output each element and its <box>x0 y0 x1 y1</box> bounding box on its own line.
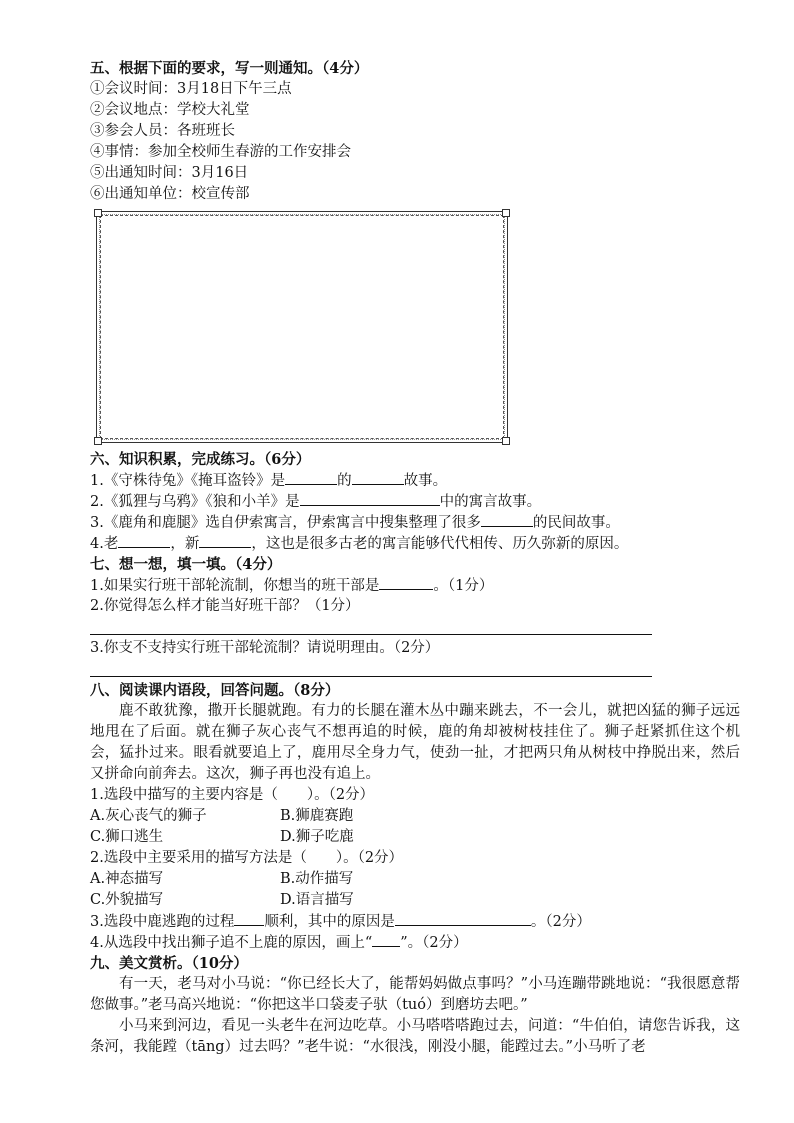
question-text: 。（1分） <box>433 578 494 594</box>
notice-item-2: ②会议地点：学校大礼堂 <box>90 102 250 118</box>
option-c[interactable]: C.外貌描写 <box>90 892 164 908</box>
question-6-1 <box>90 470 740 491</box>
question-8-1: 1.选段中描写的主要内容是（ ）。（2分） <box>90 787 375 803</box>
options-row <box>90 827 740 848</box>
notice-box-dotted-border <box>99 214 505 440</box>
notice-item-3: ③参会人员：各班班长 <box>90 123 235 139</box>
question-text: 《掩耳盗铃》是 <box>190 473 286 489</box>
question-7-2: 2.你觉得怎么样才能当好班干部？（1分） <box>90 598 360 614</box>
question-8-3 <box>90 911 740 932</box>
question-7-1 <box>90 575 740 596</box>
question-text: ，新 <box>170 536 200 552</box>
answer-blank[interactable] <box>118 533 170 548</box>
answer-rule <box>90 676 652 677</box>
question-7-3: 3.你支不支持实行班干部轮流制？请说明理由。（2分） <box>90 640 440 656</box>
answer-blank[interactable] <box>199 533 251 548</box>
option-a[interactable]: A.神态描写 <box>90 871 164 887</box>
answer-blank[interactable] <box>285 470 337 485</box>
question-text: 中的寓言故事。 <box>439 494 542 510</box>
question-6-2 <box>90 491 740 512</box>
notice-writing-box[interactable] <box>96 211 508 443</box>
question-text: 3.《鹿角和鹿腿》选自伊索寓言，伊索寓言中搜集整理了很多 <box>90 515 481 531</box>
options-row <box>90 890 740 911</box>
options-row <box>90 869 740 890</box>
answer-blank[interactable] <box>481 512 533 527</box>
question-text: 的 <box>337 473 352 489</box>
answer-rule <box>90 634 652 635</box>
option-c[interactable]: C.狮口逃生 <box>90 829 164 845</box>
frame-corner-icon <box>94 209 102 217</box>
question-6-3 <box>90 512 740 533</box>
section-8-title: 八、阅读课内语段，回答问题。（8分） <box>90 682 340 699</box>
question-text: 顺利，其中的原因是 <box>264 914 395 930</box>
frame-corner-icon <box>502 209 510 217</box>
notice-item-5: ⑤出通知时间：3月16日 <box>90 165 249 181</box>
option-d[interactable]: D.狮子吃鹿 <box>280 829 354 845</box>
answer-blank[interactable] <box>395 911 531 926</box>
answer-blank[interactable] <box>300 491 440 506</box>
worksheet-page <box>90 58 740 1058</box>
section-9-title: 九、美文赏析。（10分） <box>90 955 248 972</box>
question-text: 《狼和小羊》是 <box>205 494 300 510</box>
frame-corner-icon <box>94 437 102 445</box>
question-8-4 <box>90 932 740 953</box>
question-text: ，这也是很多古老的寓言能够代代相传、历久弥新的原因。 <box>251 536 629 552</box>
question-text: 。（2分） <box>530 914 591 930</box>
option-a[interactable]: A.灰心丧气的狮子 <box>90 808 207 824</box>
frame-corner-icon <box>502 437 510 445</box>
question-text: 4.从选段中找出狮子追不上鹿的原因，画上“ <box>90 935 373 951</box>
answer-blank[interactable] <box>352 470 404 485</box>
notice-item-6: ⑥出通知单位：校宣传部 <box>90 186 250 202</box>
answer-blank[interactable] <box>234 911 264 926</box>
section-6-title: 六、知识积累，完成练习。（6分） <box>90 451 311 468</box>
essay-paragraph-2: 小马来到河边，看见一头老牛在河边吃草。小马嗒嗒嗒跑过去，问道：“牛伯伯，请您告诉我，这条河，我能蹚（tāng）过去吗？”老牛说：“水很浅，刚没小腿，能蹚过去。”小马听了老 <box>90 1018 740 1055</box>
question-text: 1.《守株待兔》 <box>90 473 191 489</box>
option-b[interactable]: B.狮鹿赛跑 <box>280 808 354 824</box>
option-d[interactable]: D.语言描写 <box>280 892 354 908</box>
question-text: 3.选段中鹿逃跑的过程 <box>90 914 235 930</box>
question-8-2: 2.选段中主要采用的描写方法是（ ）。（2分） <box>90 850 404 866</box>
answer-line[interactable] <box>90 659 740 680</box>
underline-sample <box>372 932 400 947</box>
question-text: 4.老 <box>90 536 119 552</box>
question-text: 1.如果实行班干部轮流制，你想当的班干部是 <box>90 578 380 594</box>
answer-blank[interactable] <box>379 575 433 590</box>
question-text: 故事。 <box>403 473 448 489</box>
question-text: ”。（2分） <box>400 935 468 951</box>
section-5-title: 五、根据下面的要求，写一则通知。（4分） <box>90 60 369 77</box>
answer-line[interactable] <box>90 617 740 638</box>
notice-item-1: ①会议时间：3月18日下午三点 <box>90 81 292 97</box>
section-7-title: 七、想一想，填一填。（4分） <box>90 556 282 573</box>
reading-passage: 鹿不敢犹豫，撒开长腿就跑。有力的长腿在灌木丛中蹦来跳去，不一会儿，就把凶猛的狮子远远地甩在了后面。就在狮子灰心丧气不想再追的时候，鹿的角却被树枝挂住了。狮子赶紧抓住这个机会，猛扑过来。眼看就要追上了，鹿用尽全身力气，使劲一扯，才把两只角从树枝中挣脱出来，然后又拼命向前奔去。这次，狮子再也没有追上。 <box>90 703 740 782</box>
question-6-4 <box>90 533 740 554</box>
essay-paragraph-1: 有一天，老马对小马说：“你已经长大了，能帮妈妈做点事吗？”小马连蹦带跳地说：“我很愿意帮您做事。”老马高兴地说：“你把这半口袋麦子驮（tuó）到磨坊去吧。” <box>90 976 740 1013</box>
option-b[interactable]: B.动作描写 <box>280 871 354 887</box>
question-text: 的民间故事。 <box>532 515 620 531</box>
question-text: 2.《狐狸与乌鸦》 <box>90 494 206 510</box>
notice-item-4: ④事情：参加全校师生春游的工作安排会 <box>90 144 351 160</box>
options-row <box>90 806 740 827</box>
